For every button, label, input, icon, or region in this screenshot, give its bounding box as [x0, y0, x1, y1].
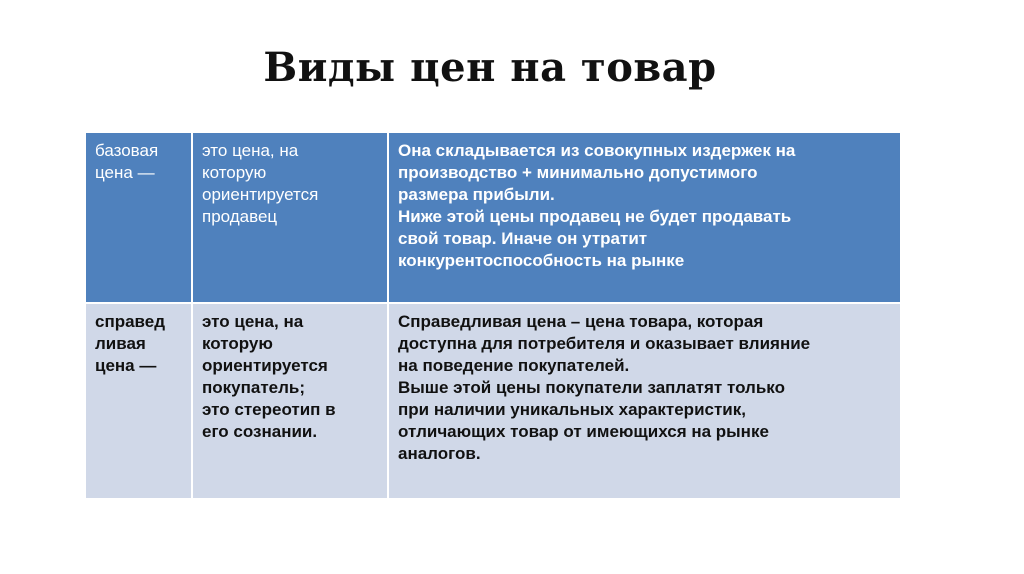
cell-term: справед ливая цена —	[85, 303, 192, 499]
table-row-fair-price	[85, 303, 901, 499]
cell-description: Справедливая цена – цена товара, которая доступна для потребителя и оказывает влияние на поведение покупателей. Выше этой цены покупатели заплатят только при наличии уникальных характеристик, отличающих товар от имеющихся на рынке аналогов.	[388, 303, 901, 499]
cell-definition: это цена, на которую ориентируется покупатель; это стереотип в его сознании.	[192, 303, 388, 499]
cell-definition: это цена, на которую ориентируется продавец	[192, 132, 388, 303]
cell-description: Она складывается из совокупных издержек на производство + минимально допустимого размера прибыли. Ниже этой цены продавец не будет продавать свой товар. Иначе он утратит конкурентоспособность на рынке	[388, 132, 901, 303]
table-row-base-price	[85, 132, 901, 303]
page-title: Виды цен на товар	[263, 44, 717, 91]
cell-term: базовая цена —	[85, 132, 192, 303]
price-types-table	[84, 131, 902, 500]
